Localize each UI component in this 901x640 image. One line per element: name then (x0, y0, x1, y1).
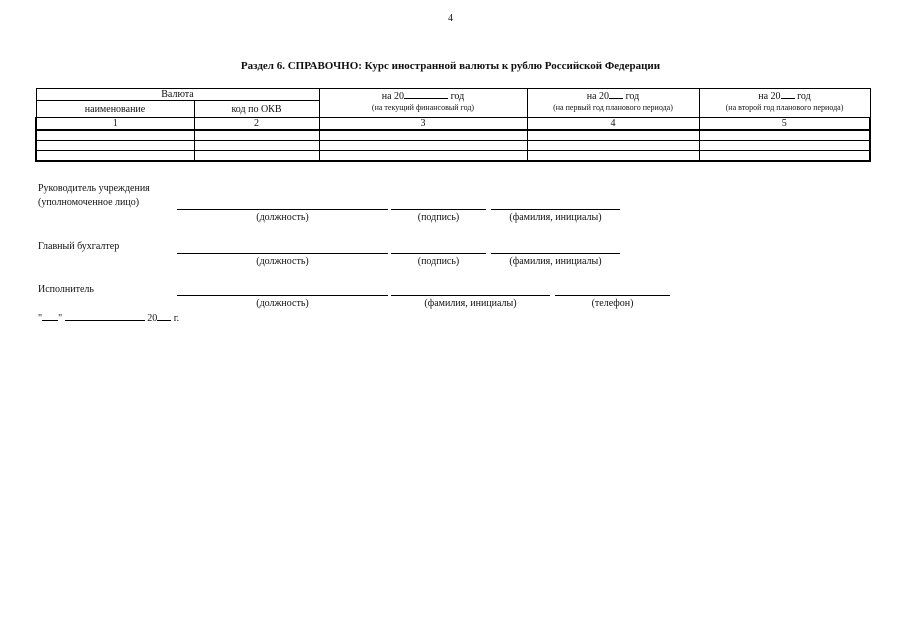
executor-phone-line[interactable] (555, 295, 670, 296)
date-year-field[interactable] (157, 320, 171, 321)
head-position-caption: (должность) (256, 212, 309, 223)
currency-group-header: Валюта (36, 89, 319, 101)
head-position-line[interactable] (177, 209, 388, 210)
currency-rate-table (35, 88, 871, 162)
accountant-signature-line[interactable] (391, 253, 486, 254)
table-cell[interactable] (36, 151, 194, 162)
table-cell[interactable] (194, 151, 319, 162)
period-first-header: на 20 год (на первый год планового периода) (527, 89, 699, 118)
col-number-1: 1 (36, 118, 194, 131)
accountant-signature-caption: (подпись) (417, 256, 460, 267)
table-cell[interactable] (194, 141, 319, 151)
col-number-3: 3 (319, 118, 527, 131)
table-cell[interactable] (527, 151, 699, 162)
executor-phone-caption: (телефон) (591, 298, 634, 309)
executor-position-line[interactable] (177, 295, 388, 296)
table-cell[interactable] (194, 130, 319, 141)
executor-label: Исполнитель (38, 284, 94, 295)
col-name-header: наименование (36, 101, 194, 118)
executor-name-line[interactable] (391, 295, 550, 296)
table-cell[interactable] (319, 130, 527, 141)
date-month-field[interactable] (65, 320, 145, 321)
head-label: Руководитель учреждения (уполномоченное лицо) (38, 183, 150, 208)
table-cell[interactable] (699, 130, 870, 141)
period-current-note: (на текущий финансовый год) (371, 103, 475, 112)
head-signature-line[interactable] (391, 209, 486, 210)
page-number: 4 (448, 13, 453, 24)
table-cell[interactable] (699, 151, 870, 162)
col-number-5: 5 (699, 118, 870, 131)
accountant-position-line[interactable] (177, 253, 388, 254)
accountant-name-caption: (фамилия, инициалы) (509, 256, 602, 267)
table-row (36, 130, 870, 141)
chief-accountant-label: Главный бухгалтер (38, 241, 120, 252)
executor-name-caption: (фамилия, инициалы) (424, 298, 517, 309)
executor-position-caption: (должность) (256, 298, 309, 309)
head-signature-caption: (подпись) (417, 212, 460, 223)
col-number-4: 4 (527, 118, 699, 131)
head-name-caption: (фамилия, инициалы) (509, 212, 602, 223)
table-cell[interactable] (319, 151, 527, 162)
period-second-note: (на второй год планового периода) (725, 103, 844, 112)
table-cell[interactable] (319, 141, 527, 151)
table-cell[interactable] (527, 130, 699, 141)
period-first-note: (на первый год планового периода) (553, 103, 673, 112)
table-row (36, 151, 870, 162)
col-number-2: 2 (194, 118, 319, 131)
period-second-header: на 20 год (на второй год планового периода) (699, 89, 870, 118)
table-cell[interactable] (699, 141, 870, 151)
period-current-header: на 20 год (на текущий финансовый год) (319, 89, 527, 118)
section-title: Раздел 6. СПРАВОЧНО: Курс иностранной валюты к рублю Российской Федерации (240, 60, 661, 72)
col-okv-header: код по ОКВ (194, 101, 319, 118)
head-name-line[interactable] (491, 209, 620, 210)
date-day-field[interactable] (42, 320, 58, 321)
accountant-name-line[interactable] (491, 253, 620, 254)
table-cell[interactable] (36, 141, 194, 151)
accountant-position-caption: (должность) (256, 256, 309, 267)
table-row (36, 141, 870, 151)
table-cell[interactable] (36, 130, 194, 141)
table-cell[interactable] (527, 141, 699, 151)
date-line: " " 20 г. (38, 313, 180, 324)
